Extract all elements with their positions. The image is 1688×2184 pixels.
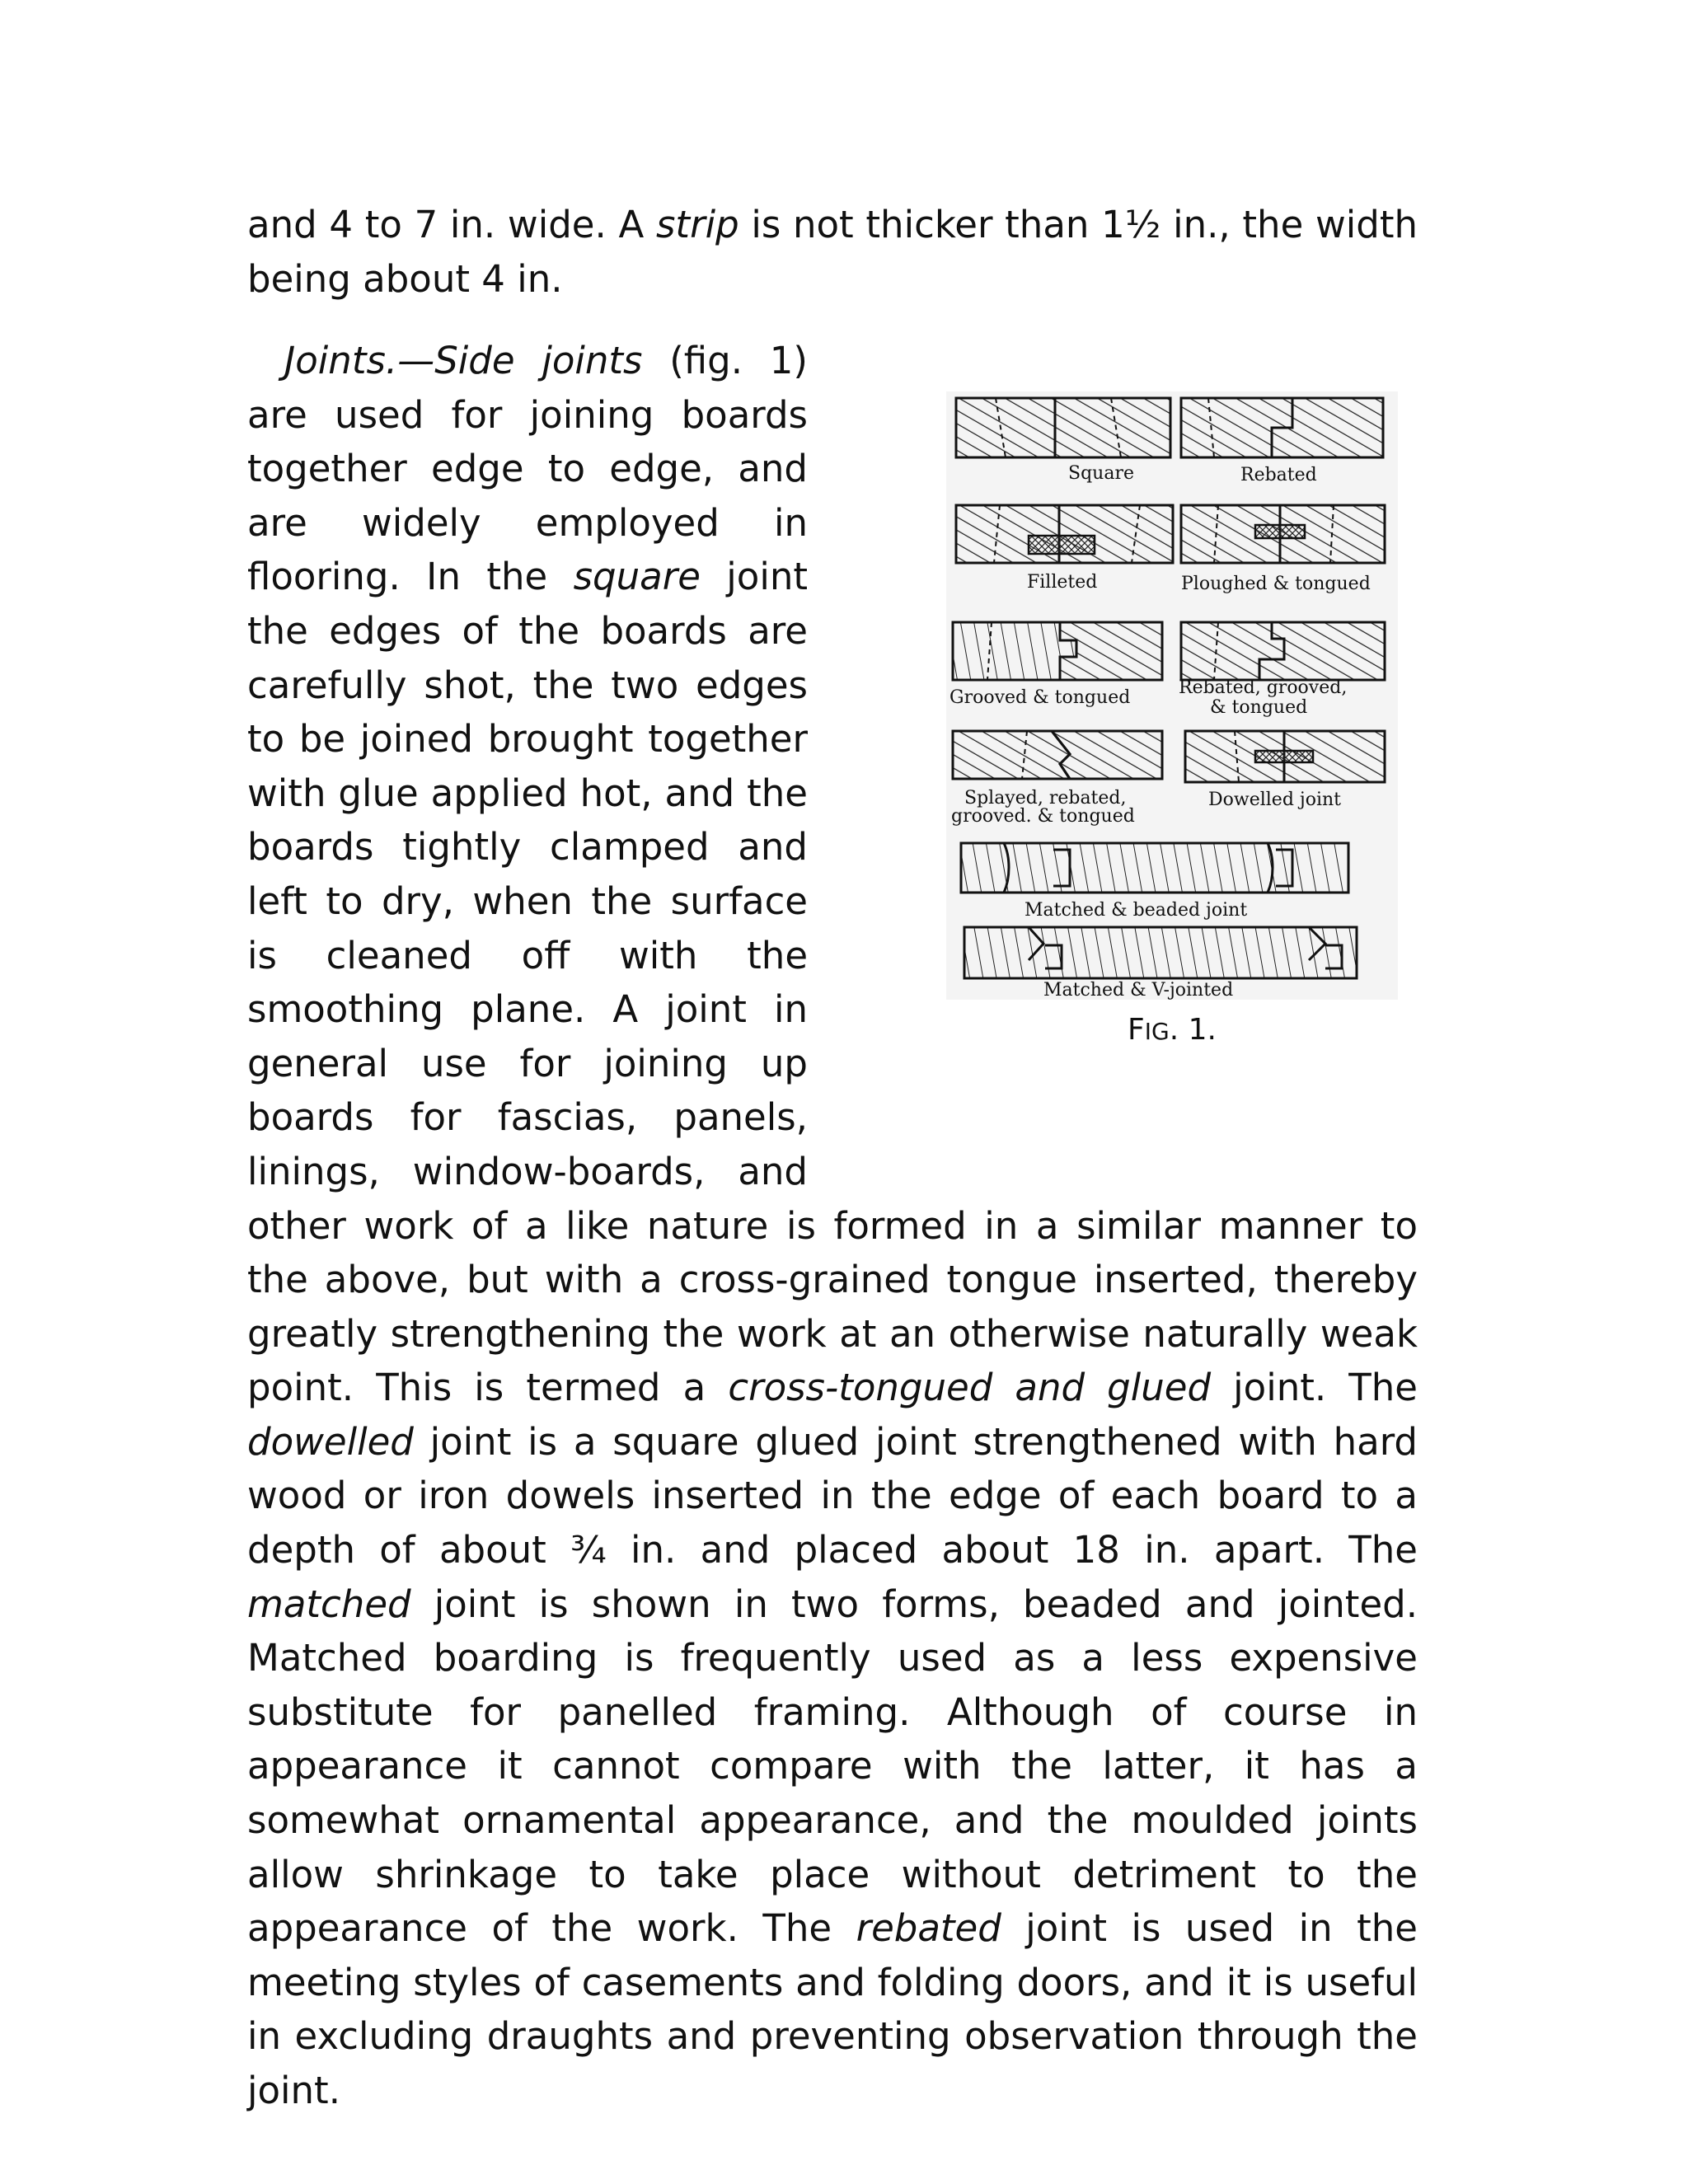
- text-run: joint the edges of the boards are carefully shot, the two edges to be joined brought together with glue applied hot, and the boards tightly clamped and left to dry, when the surface is cleaned off with the smoothing plane. A joint in general use for joining up boards for fascias, panels, linings, window-boards, and other work of a like nature is formed in a similar manner to the above, but with a cross-grained tongue inserted, thereby greatly strengthening the work at an otherwise naturally weak point. This is termed a: [247, 555, 1418, 1410]
- italic-term-cross-tongued: cross-tongued and glued: [728, 1366, 1212, 1410]
- italic-term-rebated: rebated: [856, 1906, 1001, 1951]
- rebated-grooved-tongued-joint-drawing: [1179, 622, 1385, 718]
- label-rebated-grooved-2: & tongued: [1210, 697, 1308, 718]
- italic-term-matched: matched: [247, 1582, 411, 1626]
- matched-v-joint-drawing: [964, 927, 1357, 1000]
- paragraph-joints: [247, 334, 1418, 2118]
- text-run: joint is used in the meeting styles of casements and folding doors, and it is useful in excluding draughts and preventing observation through the joint.: [247, 1906, 1418, 2112]
- matched-beaded-joint-drawing: [961, 843, 1348, 921]
- paragraph-intro: [247, 198, 1418, 306]
- text-run: is not thicker than 1½ in., the width being about 4 in.: [247, 203, 1418, 301]
- label-splayed-2: grooved. & tongued: [951, 806, 1135, 827]
- label-splayed-1: Splayed, rebated,: [964, 788, 1127, 808]
- splayed-joint-drawing: [951, 731, 1162, 827]
- text-run: and 4 to 7 in. wide. A: [247, 203, 656, 246]
- rebated-joint-drawing: [1181, 398, 1383, 485]
- label-filleted: Filleted: [1027, 572, 1098, 593]
- label-ploughed-tongued: Ploughed & tongued: [1181, 574, 1371, 594]
- figure-float: [841, 334, 1418, 1158]
- caption-smallcaps: IG: [1144, 1018, 1170, 1045]
- text-run: (fig. 1) are used for joining boards together edge to edge, and are widely employed in flooring. In the: [247, 339, 808, 599]
- filleted-joint-drawing: [956, 505, 1173, 593]
- ploughed-tongued-joint-drawing: [1181, 505, 1385, 594]
- label-rebated: Rebated: [1240, 465, 1317, 485]
- italic-term-square: square: [573, 555, 701, 599]
- text-run: joint is shown in two forms, beaded and jointed. Matched boarding is frequently used as a less expensive substitute for panelled framing. Although of course in appearance it cannot compare with the latter, it has a somewhat ornamental appearance, and the moulded joints allow shrinkage to take place without detriment to the appearance of the work. The: [247, 1582, 1418, 1951]
- text-run: joint is a square glued joint strengthened with hard wood or iron dowels inserted in the edge of each board to a depth of about ¾ in. and placed about 18 in. apart. The: [247, 1419, 1418, 1572]
- label-matched-beaded: Matched & beaded joint: [1025, 900, 1248, 921]
- text-run: joint. The: [1211, 1366, 1418, 1410]
- label-rebated-grooved-1: Rebated, grooved,: [1179, 677, 1348, 698]
- caption-number: . 1.: [1169, 1013, 1217, 1047]
- grooved-tongued-joint-drawing: [950, 622, 1162, 708]
- dowelled-joint-drawing: [1185, 731, 1385, 810]
- label-grooved-tongued: Grooved & tongued: [950, 687, 1131, 708]
- caption-initial: F: [1128, 1013, 1145, 1047]
- figure-side-joints: [946, 391, 1398, 1000]
- italic-heading-joints: Joints.—Side joints: [284, 339, 643, 382]
- side-joints-illustration: [946, 391, 1398, 1000]
- label-dowelled: Dowelled joint: [1208, 790, 1342, 810]
- label-matched-v: Matched & V-jointed: [1043, 980, 1234, 1000]
- label-square: Square: [1068, 463, 1134, 484]
- italic-term-strip: strip: [655, 203, 739, 246]
- square-joint-drawing: [956, 398, 1170, 484]
- italic-term-dowelled: dowelled: [247, 1419, 414, 1464]
- figure-caption: [946, 1014, 1398, 1048]
